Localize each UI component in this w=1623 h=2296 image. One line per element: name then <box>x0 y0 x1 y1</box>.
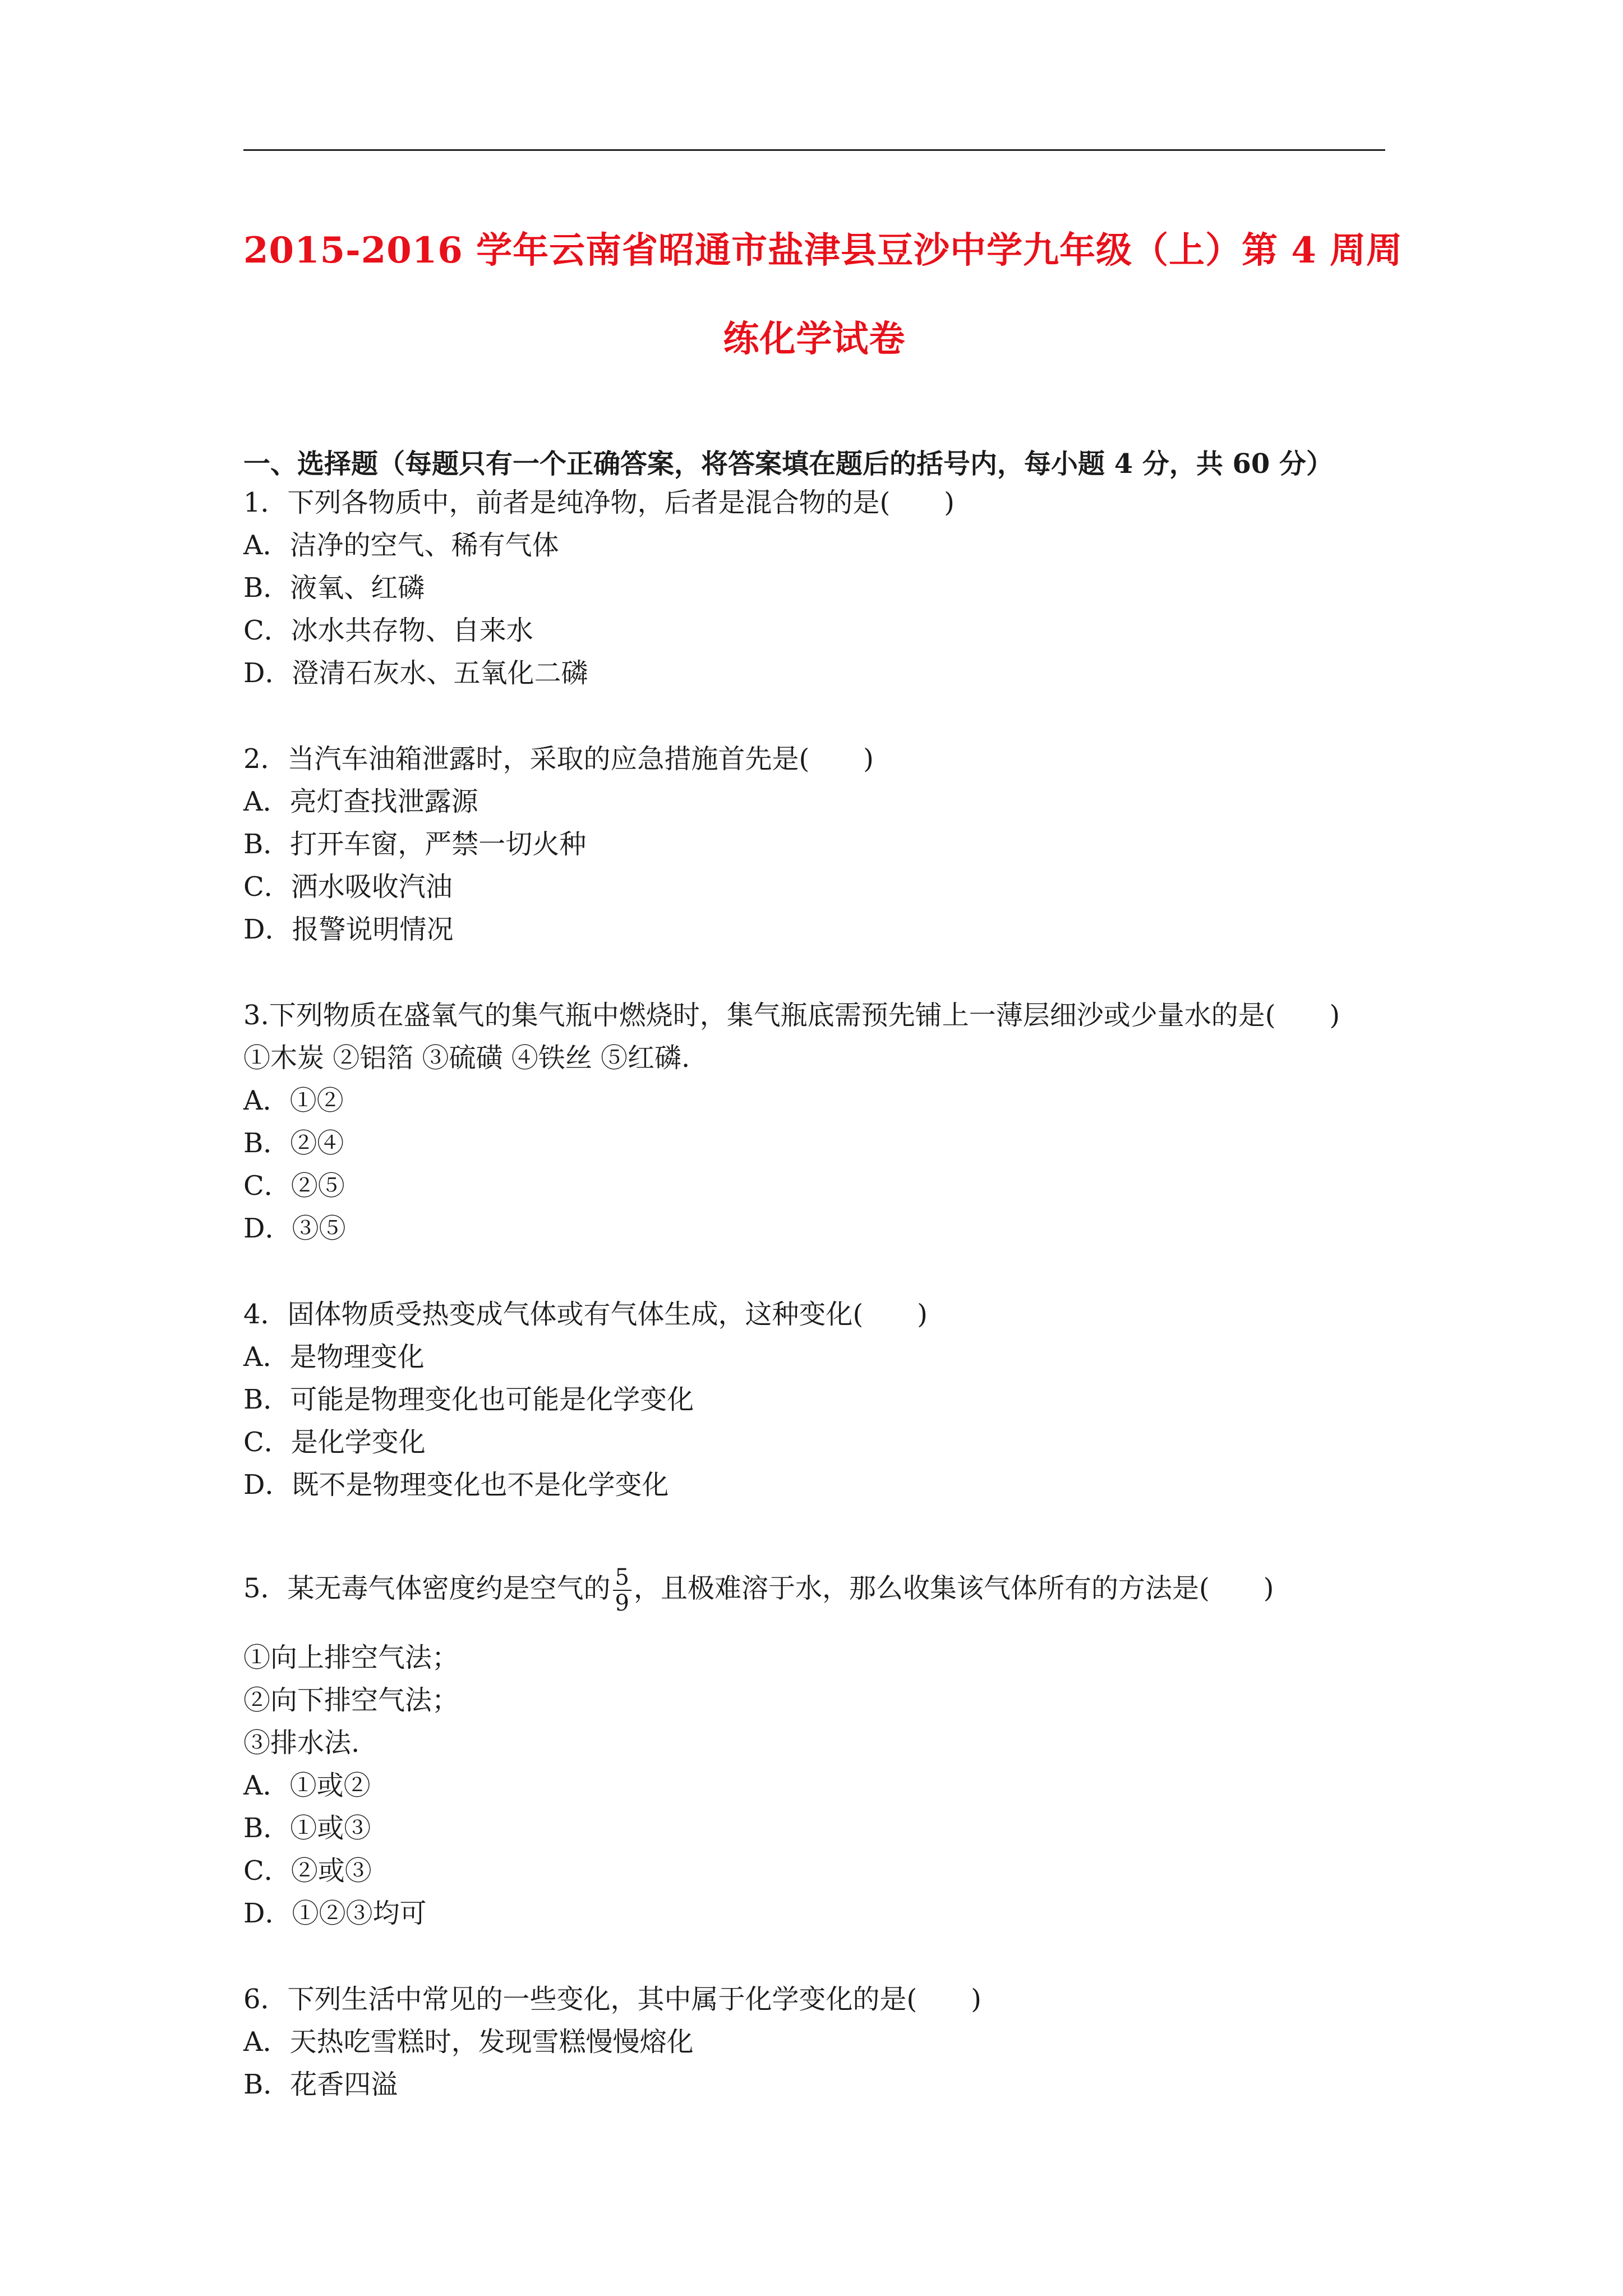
question-5-option-b: B．①或③ <box>243 1812 371 1844</box>
title-line-2: 练化学试卷 <box>723 318 906 360</box>
question-5-method-3: ③排水法. <box>243 1727 360 1759</box>
question-6-option-b: B．花香四溢 <box>243 2069 398 2100</box>
question-1-option-a: A．洁净的空气、稀有气体 <box>243 530 559 561</box>
section-heading: 一、选择题（每题只有一个正确答案，将答案填在题后的括号内，每小题 4 分，共 60 分） <box>243 448 1334 480</box>
question-2-option-a: A．亮灯查找泄露源 <box>243 786 478 817</box>
question-5-option-d: D．①②③均可 <box>243 1898 427 1929</box>
question-2-stem: 2．当汽车油箱泄露时，采取的应急措施首先是( ) <box>243 743 874 775</box>
question-2-option-c: C．洒水吸收汽油 <box>243 871 453 903</box>
question-3-stem: 3.下列物质在盛氧气的集气瓶中燃烧时，集气瓶底需预先铺上一薄层细沙或少量水的是( ) <box>243 1000 1340 1031</box>
question-3-option-c: C．②⑤ <box>243 1170 345 1202</box>
question-5-stem <box>243 1565 1274 1616</box>
question-4-option-d: D．既不是物理变化也不是化学变化 <box>243 1469 669 1501</box>
question-4-option-c: C．是化学变化 <box>243 1427 426 1458</box>
question-1-stem: 1．下列各物质中，前者是纯净物，后者是混合物的是( ) <box>243 487 955 518</box>
title-line-1: 2015-2016 学年云南省昭通市盐津县豆沙中学九年级（上）第 4 周周 <box>243 229 1403 272</box>
question-5-method-1: ①向上排空气法； <box>243 1642 459 1673</box>
question-4-option-b: B．可能是物理变化也可能是化学变化 <box>243 1384 694 1415</box>
question-2-option-b: B．打开车窗，严禁一切火种 <box>243 829 587 860</box>
question-5-method-2: ②向下排空气法； <box>243 1685 459 1716</box>
question-5-option-c: C．②或③ <box>243 1855 372 1887</box>
question-4-option-a: A．是物理变化 <box>243 1341 425 1373</box>
question-1-option-d: D．澄清石灰水、五氧化二磷 <box>243 657 588 689</box>
question-5-stem-end: ，且极难溶于水，那么收集该气体所有的方法是( ) <box>634 1572 1274 1604</box>
header-rule <box>243 149 1385 151</box>
question-6-option-a: A．天热吃雪糕时，发现雪糕慢慢熔化 <box>243 2026 694 2058</box>
question-5-option-a: A．①或② <box>243 1770 371 1801</box>
question-3-option-d: D．③⑤ <box>243 1213 346 1244</box>
question-3-substances: ①木炭 ②铝箔 ③硫磺 ④铁丝 ⑤红磷. <box>243 1042 690 1074</box>
question-4-stem: 4．固体物质受热变成气体或有气体生成，这种变化( ) <box>243 1299 928 1330</box>
fraction <box>613 1565 631 1616</box>
question-1-option-c: C．冰水共存物、自来水 <box>243 615 533 646</box>
question-6-stem: 6．下列生活中常见的一些变化，其中属于化学变化的是( ) <box>243 1984 981 2015</box>
question-2-option-d: D．报警说明情况 <box>243 914 454 945</box>
question-3-option-a: A．①② <box>243 1085 344 1116</box>
question-3-option-b: B．②④ <box>243 1128 344 1159</box>
question-1-option-b: B．液氧、红磷 <box>243 572 425 604</box>
fraction-denominator: 9 <box>615 1590 629 1616</box>
fraction-numerator: 5 <box>613 1565 631 1591</box>
question-5-stem-start: 5．某无毒气体密度约是空气的 <box>243 1572 611 1604</box>
